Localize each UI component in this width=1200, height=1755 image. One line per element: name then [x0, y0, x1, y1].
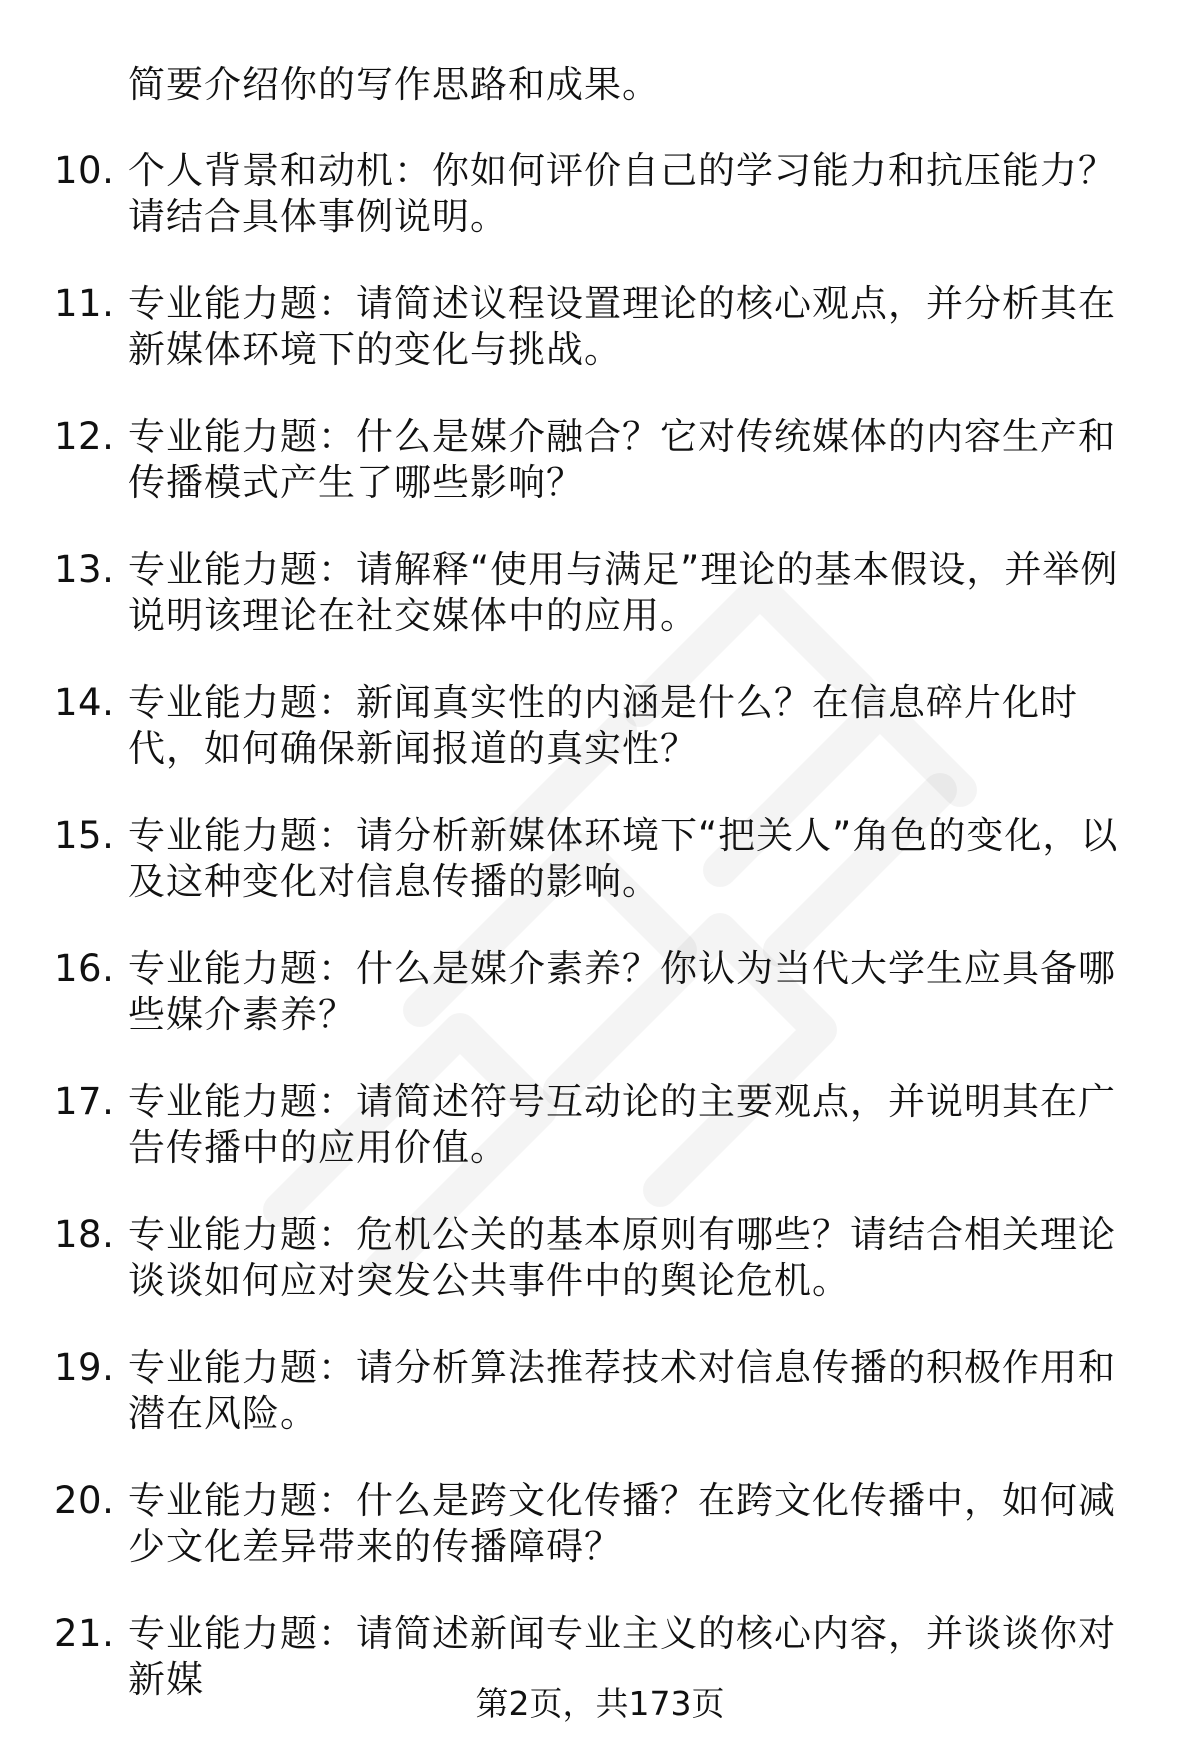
question-item — [0, 1212, 1200, 1345]
question-number: 15. — [54, 814, 115, 857]
question-number: 14. — [54, 681, 115, 724]
question-text: 专业能力题：请简述议程设置理论的核心观点，并分析其在新媒体环境下的变化与挑战。 — [128, 282, 1116, 371]
question-item — [0, 281, 1200, 414]
question-text: 专业能力题：什么是媒介融合？它对传统媒体的内容生产和传播模式产生了哪些影响？ — [128, 415, 1116, 504]
question-number: 18. — [54, 1213, 115, 1256]
question-item — [0, 547, 1200, 680]
question-number: 19. — [54, 1346, 115, 1389]
question-number: 16. — [54, 947, 115, 990]
question-item — [0, 148, 1200, 281]
question-text: 专业能力题：什么是跨文化传播？在跨文化传播中，如何减少文化差异带来的传播障碍？ — [128, 1479, 1116, 1568]
question-list — [0, 148, 1200, 1744]
question-item — [0, 813, 1200, 946]
question-item — [0, 1345, 1200, 1478]
question-text: 个人背景和动机：你如何评价自己的学习能力和抗压能力？请结合具体事例说明。 — [128, 149, 1116, 238]
question-number: 20. — [54, 1479, 115, 1522]
question-number: 12. — [54, 415, 115, 458]
question-text: 专业能力题：什么是媒介素养？你认为当代大学生应具备哪些媒介素养？ — [128, 947, 1116, 1036]
question-item — [0, 680, 1200, 813]
question-text: 专业能力题：请简述新闻专业主义的核心内容，并谈谈你对新媒 — [128, 1612, 1116, 1701]
question-text: 专业能力题：请简述符号互动论的主要观点，并说明其在广告传播中的应用价值。 — [128, 1080, 1116, 1169]
question-item — [0, 1611, 1200, 1744]
question-text: 专业能力题：新闻真实性的内涵是什么？在信息碎片化时代，如何确保新闻报道的真实性？ — [128, 681, 1078, 770]
question-item — [0, 414, 1200, 547]
question-number: 11. — [54, 282, 115, 325]
page-footer: 第2页，共173页 — [475, 1684, 725, 1723]
question-text: 专业能力题：请分析算法推荐技术对信息传播的积极作用和潜在风险。 — [128, 1346, 1116, 1435]
question-item — [0, 1478, 1200, 1611]
question-text: 专业能力题：请分析新媒体环境下“把关人”角色的变化，以及这种变化对信息传播的影响。 — [128, 814, 1119, 903]
question-number: 10. — [54, 149, 115, 192]
question-number: 21. — [54, 1612, 115, 1655]
question-number: 17. — [54, 1080, 115, 1123]
continuation-text: 简要介绍你的写作思路和成果。 — [128, 63, 660, 106]
question-text: 专业能力题：危机公关的基本原则有哪些？请结合相关理论谈谈如何应对突发公共事件中的舆论危机。 — [128, 1213, 1116, 1302]
question-item — [0, 1079, 1200, 1212]
question-item — [0, 946, 1200, 1079]
question-number: 13. — [54, 548, 115, 591]
question-text: 专业能力题：请解释“使用与满足”理论的基本假设，并举例说明该理论在社交媒体中的应用。 — [128, 548, 1119, 637]
